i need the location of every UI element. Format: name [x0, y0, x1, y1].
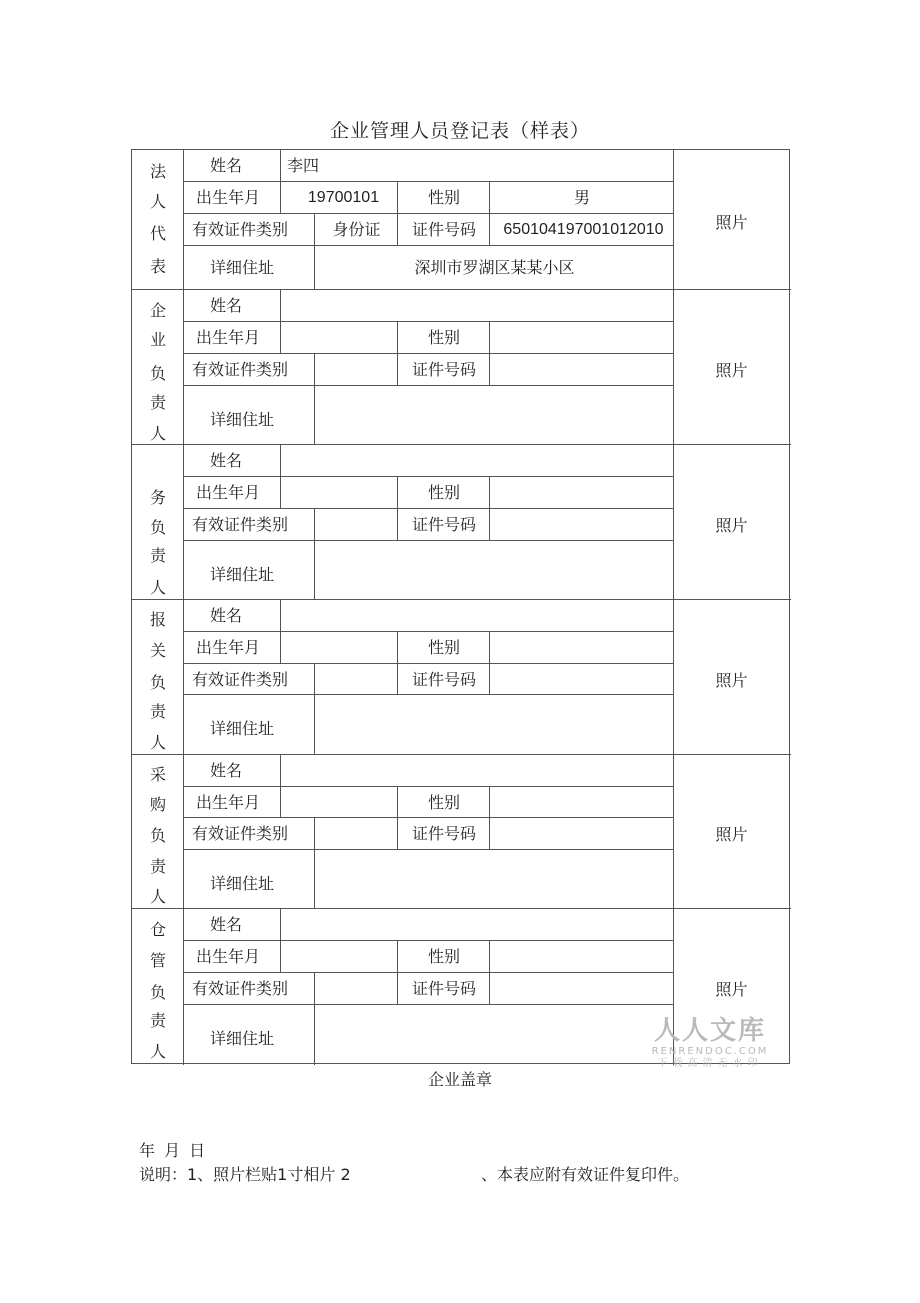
table-rule — [132, 444, 791, 445]
watermark-brand: 人人文库 — [653, 1016, 766, 1046]
photo-placeholder[interactable]: 照片 — [715, 515, 748, 535]
section-label-char: 负 — [149, 826, 166, 845]
section-label-char: 负 — [149, 518, 166, 537]
name-label: 姓名 — [210, 296, 243, 315]
birth-label: 出生年月 — [196, 638, 261, 657]
address-label: 详细住址 — [210, 409, 275, 429]
id-number-label: 证件号码 — [411, 824, 476, 843]
table-rule — [314, 973, 315, 1005]
gender-label: 性别 — [427, 483, 460, 502]
note-text: 说明：1、照片栏贴1寸相片 2 — [139, 1165, 351, 1184]
photo-placeholder[interactable]: 照片 — [715, 980, 748, 999]
table-rule — [314, 541, 315, 600]
photo-placeholder[interactable]: 照片 — [715, 825, 748, 844]
note-text-continued: 、本表应附有效证件复印件。 — [481, 1165, 690, 1184]
name-label: 姓名 — [210, 451, 243, 470]
section-label-char: 购 — [149, 795, 166, 814]
table-rule — [132, 754, 791, 755]
birth-label: 出生年月 — [196, 792, 261, 812]
section-label-char: 报 — [149, 610, 166, 629]
name-label: 姓名 — [210, 156, 243, 175]
table-rule — [184, 663, 674, 664]
table-rule — [184, 181, 674, 182]
section-label-char: 责 — [149, 702, 166, 721]
table-rule — [314, 850, 315, 909]
gender-value[interactable]: 男 — [573, 188, 590, 207]
id-type-label: 有效证件类别 — [192, 515, 289, 534]
section-label-char: 人 — [149, 1042, 166, 1061]
section-label-char: 表 — [149, 257, 166, 276]
section-label-char: 负 — [149, 983, 166, 1002]
table-rule — [132, 908, 791, 909]
birth-label: 出生年月 — [196, 188, 261, 207]
section-label-char: 企 — [149, 301, 166, 320]
table-rule — [184, 631, 674, 632]
id-number-label: 证件号码 — [411, 220, 476, 239]
table-rule — [184, 940, 674, 941]
table-rule — [184, 321, 674, 322]
gender-label: 性别 — [427, 638, 460, 657]
section-label-char: 法 — [149, 162, 166, 181]
section-label-char: 采 — [149, 765, 166, 784]
section-label-char: 代 — [149, 224, 166, 243]
photo-placeholder[interactable]: 照片 — [715, 360, 748, 380]
section-label-char: 人 — [149, 192, 166, 211]
name-value[interactable]: 李四 — [287, 156, 320, 175]
birth-label: 出生年月 — [196, 483, 261, 502]
table-rule — [184, 540, 674, 541]
id-number-value[interactable]: 650104197001012010 — [503, 221, 664, 238]
company-seal-label: 企业盖章 — [427, 1070, 492, 1089]
table-rule — [280, 600, 281, 664]
section-label-char: 负 — [149, 364, 166, 383]
name-label: 姓名 — [210, 606, 243, 625]
id-number-label: 证件号码 — [411, 515, 476, 534]
table-rule — [280, 150, 281, 214]
section-label-char: 仓 — [149, 920, 166, 939]
table-rule — [132, 599, 791, 600]
id-number-label: 证件号码 — [411, 669, 476, 689]
table-rule — [184, 786, 674, 787]
table-rule — [314, 509, 315, 541]
id-type-label: 有效证件类别 — [192, 824, 289, 843]
name-label: 姓名 — [210, 915, 243, 934]
page-title: 企业管理人员登记表（样表） — [329, 120, 590, 142]
gender-label: 性别 — [427, 188, 460, 207]
id-number-label: 证件号码 — [411, 979, 476, 998]
table-rule — [184, 213, 674, 214]
id-type-label: 有效证件类别 — [192, 979, 289, 998]
photo-placeholder[interactable]: 照片 — [715, 670, 748, 690]
table-rule — [132, 289, 791, 290]
section-label-char: 管 — [149, 951, 166, 970]
table-rule — [673, 150, 674, 1065]
table-rule — [184, 353, 674, 354]
address-label: 详细住址 — [210, 719, 275, 738]
address-label: 详细住址 — [210, 873, 275, 893]
section-label-char: 负 — [149, 673, 166, 692]
id-number-label: 证件号码 — [411, 360, 476, 379]
section-label-char: 务 — [149, 488, 166, 507]
table-rule — [280, 909, 281, 973]
date-line: 年 月 日 — [139, 1141, 208, 1160]
table-rule — [280, 755, 281, 818]
id-type-label: 有效证件类别 — [192, 360, 289, 379]
photo-placeholder[interactable]: 照片 — [715, 213, 748, 232]
table-rule — [280, 290, 281, 354]
table-rule — [184, 508, 674, 509]
section-label-char: 业 — [149, 330, 166, 349]
name-label: 姓名 — [210, 761, 243, 780]
table-rule — [314, 354, 315, 386]
gender-label: 性别 — [427, 947, 460, 966]
section-label-char: 人 — [149, 887, 166, 906]
id-type-value[interactable]: 身份证 — [332, 220, 381, 239]
gender-label: 性别 — [427, 328, 460, 347]
table-rule — [314, 818, 315, 850]
section-label-char: 人 — [149, 578, 166, 597]
table-rule — [314, 1005, 315, 1065]
section-label-char: 责 — [149, 393, 166, 412]
gender-label: 性别 — [427, 792, 460, 812]
section-label-char: 人 — [149, 733, 166, 752]
table-rule — [314, 664, 315, 695]
address-label: 详细住址 — [210, 564, 275, 584]
table-rule — [314, 695, 315, 755]
table-rule — [184, 849, 674, 850]
section-label-char: 人 — [149, 424, 166, 443]
registration-table — [131, 149, 790, 1064]
section-label-char: 责 — [149, 1011, 166, 1030]
section-label-char: 责 — [149, 857, 166, 876]
table-rule — [184, 385, 674, 386]
address-label: 详细住址 — [210, 1029, 275, 1048]
watermark-slogan: 下载高清无水印 — [657, 1058, 763, 1069]
table-rule — [280, 445, 281, 509]
watermark — [645, 1016, 775, 1070]
table-rule — [184, 972, 674, 973]
watermark-domain: RENRENDOC.COM — [651, 1046, 769, 1057]
birth-label: 出生年月 — [196, 947, 261, 966]
birth-label: 出生年月 — [196, 328, 261, 347]
table-rule — [314, 386, 315, 445]
birth-value[interactable]: 19700101 — [307, 189, 380, 206]
table-rule — [184, 1004, 674, 1005]
section-label-char: 责 — [149, 546, 166, 565]
table-rule — [184, 476, 674, 477]
address-label: 详细住址 — [210, 258, 275, 277]
section-label-char: 关 — [149, 641, 166, 660]
address-value[interactable]: 深圳市罗湖区某某小区 — [414, 258, 575, 277]
id-type-label: 有效证件类别 — [192, 220, 289, 239]
table-rule — [184, 817, 674, 818]
table-rule — [184, 694, 674, 695]
id-type-label: 有效证件类别 — [192, 669, 289, 689]
table-rule — [184, 245, 674, 246]
